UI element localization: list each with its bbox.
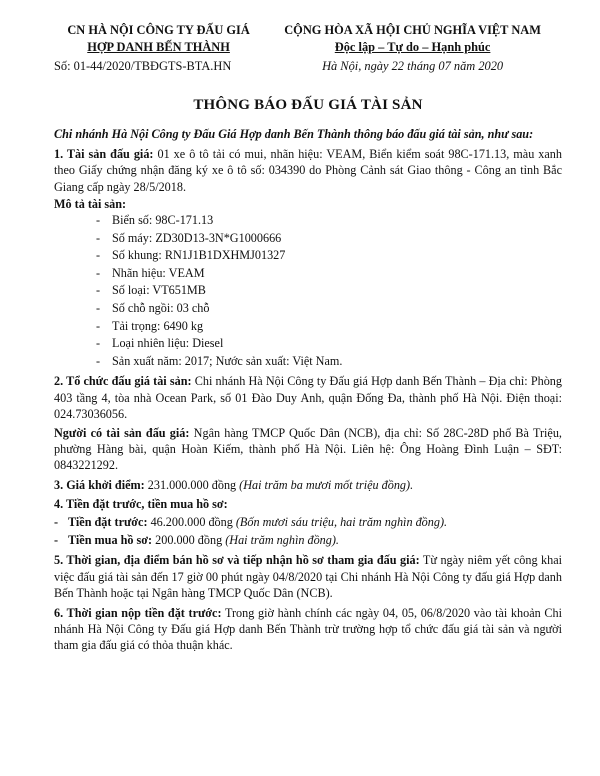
list-item: - Nhãn hiệu: VEAM xyxy=(96,265,562,283)
document-date: Hà Nội, ngày 22 tháng 07 năm 2020 xyxy=(322,59,504,73)
section-5-label: 5. Thời gian, địa điểm bán hồ sơ và tiếp nhận hồ sơ tham gia đấu giá: xyxy=(54,553,420,568)
deposit-line xyxy=(54,514,562,530)
issuer-name-line1: CN HÀ NỘI CÔNG TY ĐẤU GIÁ xyxy=(67,23,250,37)
asset-owner-label: Người có tài sản đấu giá: xyxy=(54,425,190,440)
list-item: - Số loại: VT651MB xyxy=(96,282,562,300)
deposit-label: Tiền đặt trước: xyxy=(68,514,148,529)
section-6 xyxy=(54,605,562,654)
asset-description-list xyxy=(54,212,562,370)
document-header xyxy=(54,22,562,75)
list-item: - Biển số: 98C-171.13 xyxy=(96,212,562,230)
list-item: - Số máy: ZD30D13-3N*G1000666 xyxy=(96,230,562,248)
deposit-amount: 46.200.000 đồng xyxy=(147,514,236,529)
asset-description-label: Mô tả tài sản: xyxy=(54,196,127,211)
intro-paragraph: Chi nhánh Hà Nội Công ty Đấu Giá Hợp danh Bến Thành thông báo đấu giá tài sản, như sau: xyxy=(54,127,534,141)
section-1-label: 1. Tài sản đấu giá: xyxy=(54,147,154,162)
list-item: - Tải trọng: 6490 kg xyxy=(96,318,562,336)
section-3 xyxy=(54,477,562,493)
list-item: - Sản xuất năm: 2017; Nước sản xuất: Việt Nam. xyxy=(96,353,562,371)
section-3-label: 3. Giá khởi điểm: xyxy=(54,477,145,492)
document-fee-in-words: (Hai trăm nghìn đồng). xyxy=(225,533,339,548)
list-item: - Số chỗ ngồi: 03 chỗ xyxy=(96,300,562,318)
section-2 xyxy=(54,373,562,422)
section-4-label: 4. Tiền đặt trước, tiền mua hồ sơ: xyxy=(54,496,228,511)
national-motto-block xyxy=(263,22,562,75)
asset-owner-paragraph xyxy=(54,425,562,474)
section-2-label: 2. Tổ chức đấu giá tài sản: xyxy=(54,374,192,389)
document-fee-amount: 200.000 đồng xyxy=(152,533,226,548)
section-5 xyxy=(54,552,562,601)
section-5-text: Từ ngày niêm yết công khai việc đấu giá tài sản đến 17 giờ 00 phút ngày 04/8/2020 tại Chi nhánh Hà Nội Công ty đấu giá Hợp danh Bến Thành hoặc tại Ngân hàng TMCP Quốc Dân (NCB). xyxy=(54,553,563,600)
list-item: - Loại nhiên liệu: Diesel xyxy=(96,335,562,353)
document-fee-label: Tiền mua hồ sơ: xyxy=(68,533,153,548)
document-fee-line xyxy=(54,532,562,548)
list-item: - Số khung: RN1J1B1DXHMJ01327 xyxy=(96,247,562,265)
document-number: Số: 01-44/2020/TBĐGTS-BTA.HN xyxy=(54,59,232,73)
page-title: THÔNG BÁO ĐẤU GIÁ TÀI SẢN xyxy=(193,97,423,113)
national-title: CỘNG HÒA XÃ HỘI CHỦ NGHĨA VIỆT NAM xyxy=(284,23,541,37)
deposit-in-words: (Bốn mươi sáu triệu, hai trăm nghìn đồng). xyxy=(235,514,448,529)
starting-price: 231.000.000 đồng xyxy=(144,477,240,492)
issuer-block xyxy=(54,22,263,75)
section-2-text: Chi nhánh Hà Nội Công ty Đấu giá Hợp danh Bến Thành – Địa chỉ: Phòng 403 tầng 4, tòa nhà Ocean Park, số 01 Đào Duy Anh, quận Đống Đa, thành phố Hà Nội. Điện thoại: 024.73036056. xyxy=(54,374,562,421)
section-6-text: Trong giờ hành chính các ngày 04, 05, 06/8/2020 vào tài khoản Chi nhánh Hà Nội Công ty Đấu giá Hợp danh Bến Thành trừ trường hợp tổ chức đấu giá tài sản và người tham gia đấu giá có thỏa thuận khác. xyxy=(54,606,562,653)
section-6-label: 6. Thời gian nộp tiền đặt trước: xyxy=(54,606,222,620)
national-motto: Độc lập – Tự do – Hạnh phúc xyxy=(334,40,491,54)
section-1-text: 01 xe ô tô tải có mui, nhãn hiệu: VEAM, Biển kiểm soát 98C-171.13, màu xanh theo Giấy chứng nhận đăng ký xe ô tô số: 034390 do Phòng Cảnh sát Giao thông - Công an tỉnh Bắc Giang cấp ngày 28/5/2018. xyxy=(54,147,562,194)
issuer-name-line2: HỢP DANH BẾN THÀNH xyxy=(87,40,230,54)
section-1 xyxy=(54,146,562,195)
starting-price-in-words: (Hai trăm ba mươi mốt triệu đồng). xyxy=(239,477,414,492)
asset-owner-text: Ngân hàng TMCP Quốc Dân (NCB), địa chỉ: Số 28C-28D phố Bà Triệu, phường Hàng bài, quận Hoàn Kiếm, thành phố Hà Nội. Liên hệ: Ông Hoàng Đình Luận – SĐT: 0843221292. xyxy=(54,425,562,473)
